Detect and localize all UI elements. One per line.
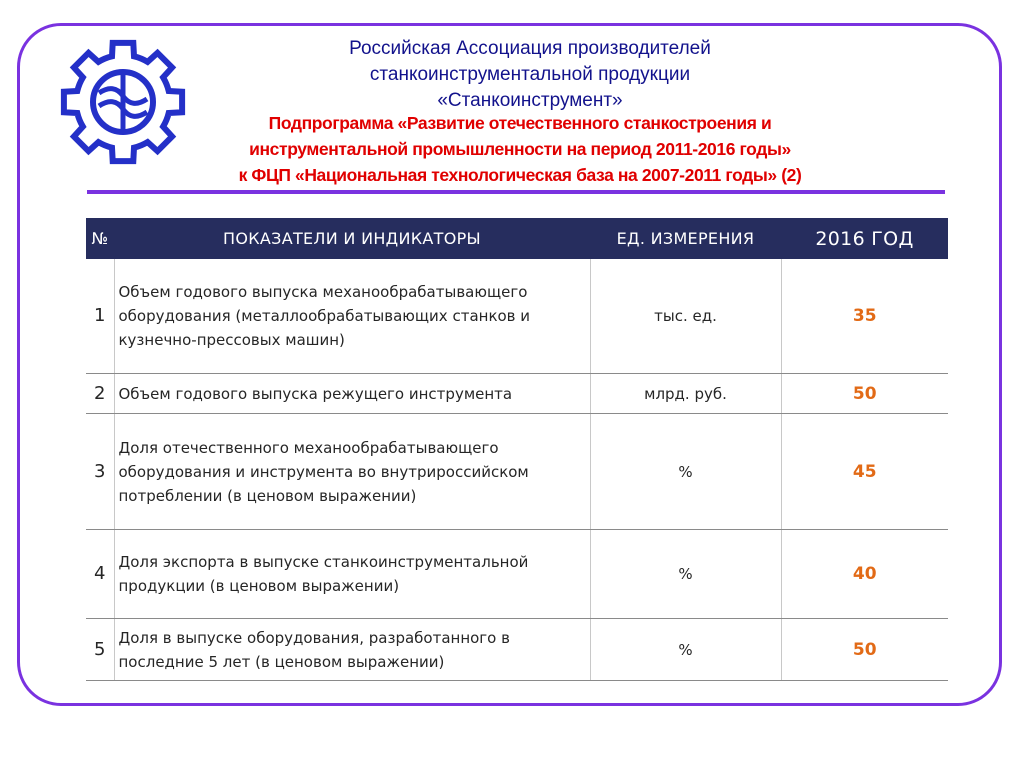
- indicators-table: [86, 218, 948, 681]
- table-row: [86, 530, 948, 619]
- row-value: 50: [781, 619, 948, 681]
- row-indicator: [114, 414, 590, 530]
- indicator-line: последние 5 лет (в ценовом выражении): [118, 652, 445, 671]
- row-number: 1: [86, 259, 114, 374]
- indicator-line: продукции (в ценовом выражении): [118, 577, 400, 595]
- row-number: 5: [86, 619, 114, 681]
- table-row: [86, 414, 948, 530]
- row-value: 40: [781, 530, 948, 619]
- table-header-row: [86, 218, 948, 259]
- row-indicator: [114, 530, 590, 619]
- row-unit: %: [590, 619, 781, 681]
- row-value: 45: [781, 414, 948, 530]
- indicator-line: Доля отечественного механообрабатывающего: [118, 438, 499, 457]
- organization-line: Российская Ассоциация производителей: [349, 38, 711, 59]
- indicator-line: кузнечно-прессовых машин): [118, 331, 345, 349]
- row-number: 4: [86, 530, 114, 619]
- table-row: [86, 374, 948, 414]
- row-unit: %: [590, 530, 781, 619]
- row-number: 3: [86, 414, 114, 530]
- organization-name: [230, 36, 830, 114]
- row-unit: тыс. ед.: [590, 259, 781, 374]
- indicator-line: Объем годового выпуска режущего инструмента: [118, 384, 513, 403]
- header-indicator: ПОКАЗАТЕЛИ И ИНДИКАТОРЫ: [114, 218, 590, 259]
- table-row: [86, 259, 948, 374]
- row-value: 50: [781, 374, 948, 414]
- organization-line: станкоинструментальной продукции: [369, 64, 691, 85]
- row-number: 2: [86, 374, 114, 414]
- indicator-line: Объем годового выпуска механообрабатывающего: [118, 283, 528, 301]
- subprogram-line: Подпрограмма «Развитие отечественного станкостроения и: [268, 113, 772, 133]
- header-unit: ЕД. ИЗМЕРЕНИЯ: [590, 218, 781, 259]
- organization-line: «Станкоинструмент»: [437, 90, 623, 111]
- subprogram-line: к ФЦП «Национальная технологическая база на 2007-2011 годы» (2): [238, 165, 802, 185]
- subprogram-line: инструментальной промышленности на период 2011-2016 годы»: [249, 139, 791, 159]
- header-num: №: [86, 218, 114, 259]
- row-value: 35: [781, 259, 948, 374]
- indicator-line: Доля в выпуске оборудования, разработанного в: [118, 628, 510, 647]
- row-indicator: [114, 259, 590, 374]
- title-divider: [87, 190, 945, 194]
- indicator-line: оборудования и инструмента во внутрироссийском: [118, 462, 529, 481]
- row-unit: млрд. руб.: [590, 374, 781, 414]
- row-indicator: [114, 374, 590, 414]
- indicator-line: оборудования (металлообрабатывающих станков и: [118, 307, 531, 325]
- row-indicator: [114, 619, 590, 681]
- row-unit: %: [590, 414, 781, 530]
- subprogram-title: [110, 110, 930, 188]
- indicator-line: Доля экспорта в выпуске станкоинструментальной: [118, 553, 529, 571]
- indicator-line: потреблении (в ценовом выражении): [118, 486, 417, 505]
- header-year: 2016 ГОД: [781, 218, 948, 259]
- table-row: [86, 619, 948, 681]
